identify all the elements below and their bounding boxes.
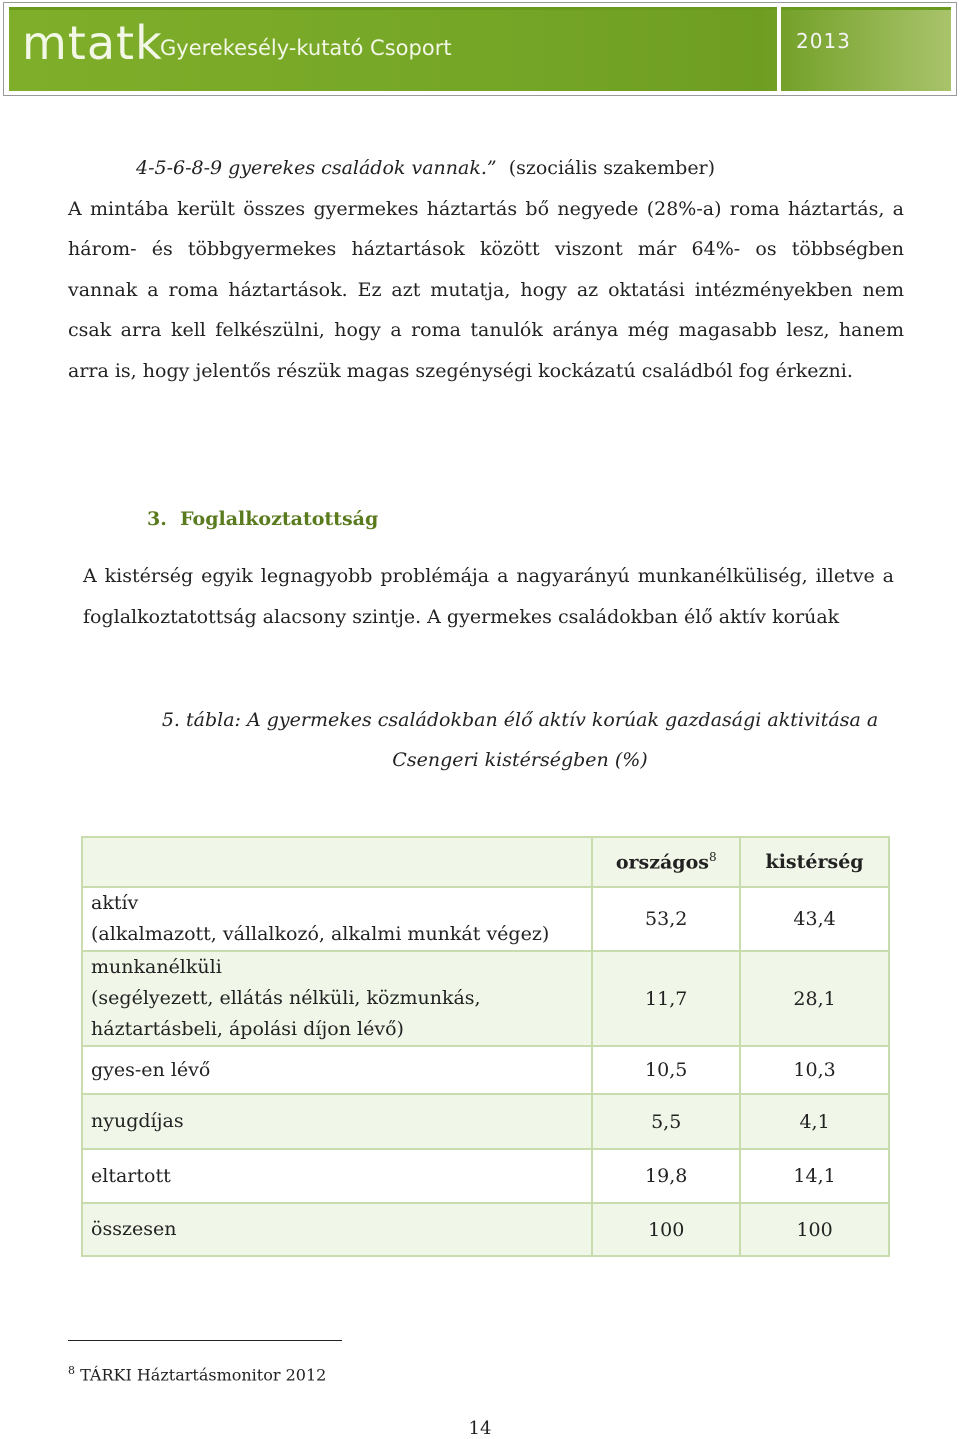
paragraph-2-line: foglalkoztatottság alacsony szintje. A gyermekes családokban élő aktív korúak [83, 605, 840, 628]
section-number: 3. [147, 508, 167, 530]
paragraph-2-line: A kistérség egyik legnagyobb problémája a nagyarányú munkanélküliség, illetve a [83, 565, 894, 587]
cell-orszagos: 10,5 [592, 1046, 740, 1094]
paragraph-1-line: három- és többgyermekes háztartások között viszont már 64%- os többségben [68, 238, 904, 260]
header-title: Gyerekesély-kutató Csoport [160, 36, 452, 60]
column-header-kisterseg: kistérség [740, 837, 889, 887]
column-header-orszagos-label: országos [615, 851, 709, 874]
header-divider [777, 7, 781, 91]
table-row [82, 1203, 889, 1256]
paragraph-2 [83, 556, 894, 637]
quote-source: (szociális szakember) [508, 157, 716, 179]
cell-kisterseg: 4,1 [740, 1094, 889, 1149]
section-heading [147, 508, 378, 530]
row-label [82, 951, 592, 1046]
paragraph-1-line: A mintába került összes gyermekes háztartás bő negyede (28%-a) roma háztartás, a [68, 197, 904, 220]
row-label-line: (alkalmazott, vállalkozó, alkalmi munkát végez) [91, 923, 550, 945]
section-title: Foglalkoztatottság [180, 508, 379, 530]
page-number: 14 [468, 1418, 492, 1439]
row-label-line: (segélyezett, ellátás nélküli, közmunkás, [91, 987, 481, 1009]
table-caption [160, 700, 880, 780]
row-label-line: háztartásbeli, ápolási díjon lévő) [91, 1018, 404, 1040]
table-header-row [82, 837, 889, 887]
table-row [82, 1094, 889, 1149]
cell-orszagos: 5,5 [592, 1094, 740, 1149]
quote-text: 4-5-6-8-9 gyerekes családok vannak.” [136, 157, 497, 179]
cell-orszagos: 100 [592, 1203, 740, 1256]
cell-kisterseg: 28,1 [740, 951, 889, 1046]
activity-table [81, 836, 890, 1257]
row-label: nyugdíjas [82, 1094, 592, 1149]
cell-orszagos: 11,7 [592, 951, 740, 1046]
cell-orszagos: 53,2 [592, 887, 740, 951]
cell-kisterseg: 14,1 [740, 1149, 889, 1203]
row-label-line: aktív [91, 892, 139, 914]
column-header-orszagos [592, 837, 740, 887]
row-label [82, 887, 592, 951]
header-year: 2013 [796, 29, 851, 53]
mtatk-logo: mtatk [22, 16, 163, 70]
quote-line [68, 148, 904, 189]
table-row [82, 951, 889, 1046]
cell-kisterseg: 100 [740, 1203, 889, 1256]
table-row [82, 887, 889, 951]
footnote [68, 1364, 326, 1384]
table-caption-line-2: Csengeri kistérségben (%) [392, 749, 648, 771]
footnote-ref: 8 [708, 850, 717, 865]
footnote-marker: 8 [68, 1364, 75, 1377]
paragraph-1-line: csak arra kell felkészülni, hogy a roma tanulók aránya még magasabb lesz, hanem [68, 319, 904, 341]
row-label: összesen [82, 1203, 592, 1256]
row-label-line: munkanélküli [91, 956, 222, 978]
table-caption-line-1: 5. tábla: A gyermekes családokban élő aktív korúak gazdasági aktivitása a [161, 709, 879, 731]
row-label: eltartott [82, 1149, 592, 1203]
paragraph-1-line: vannak a roma háztartások. Ez azt mutatja, hogy az oktatási intézményekben nem [68, 278, 904, 301]
paragraph-1-line: arra is, hogy jelentős részük magas szegénységi kockázatú családból fog érkezni. [68, 359, 853, 382]
footnote-divider [68, 1340, 342, 1341]
cell-kisterseg: 10,3 [740, 1046, 889, 1094]
row-label: gyes-en lévő [82, 1046, 592, 1094]
table-header-empty-cell [82, 837, 592, 887]
table-row [82, 1149, 889, 1203]
paragraph-1 [68, 148, 904, 391]
footnote-text: TÁRKI Háztartásmonitor 2012 [80, 1365, 327, 1385]
cell-orszagos: 19,8 [592, 1149, 740, 1203]
cell-kisterseg: 43,4 [740, 887, 889, 951]
table-row [82, 1046, 889, 1094]
